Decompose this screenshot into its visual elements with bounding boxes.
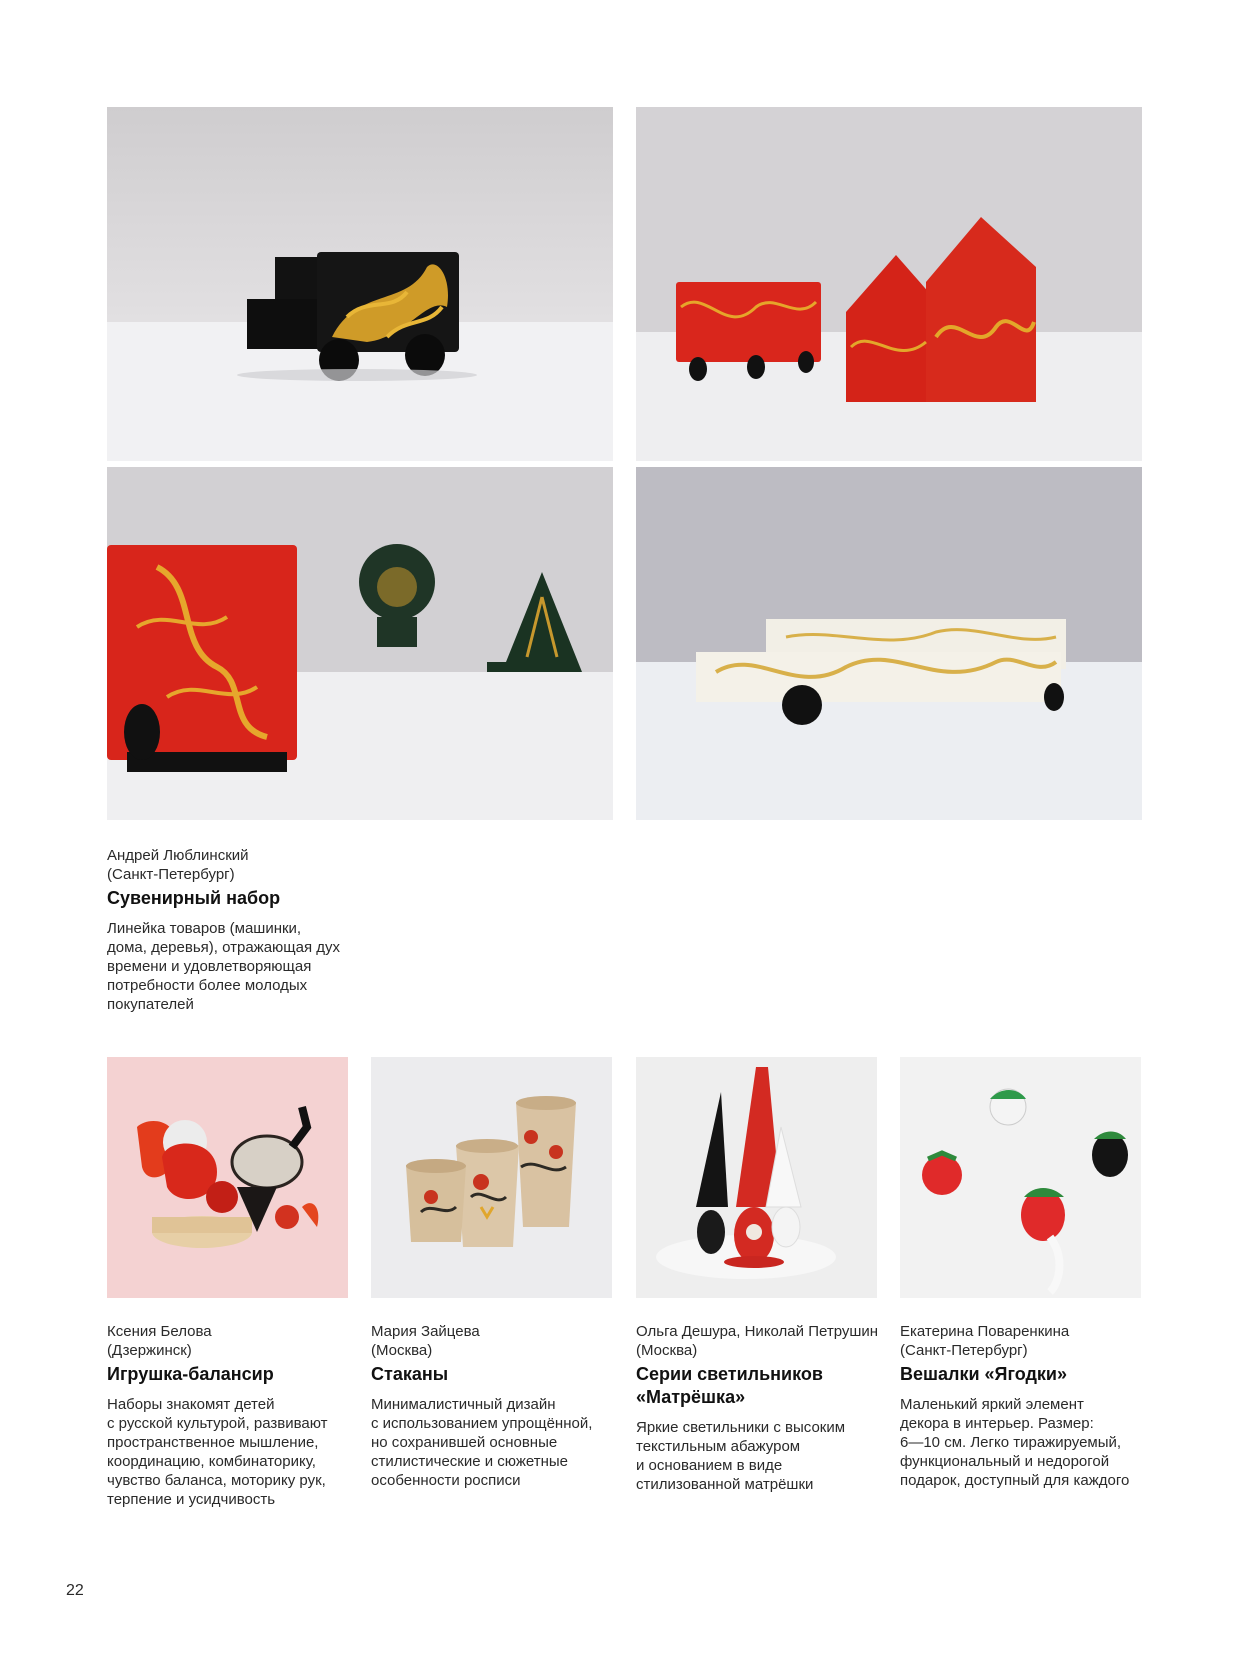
product-description: Минималистичный дизайн с использованием упрощённой, но сохранившей основные стилистические и сюжетные особенности росписи bbox=[371, 1396, 593, 1489]
product-description: Линейка товаров (машинки, дома, деревья), отражающая дух времени и удовлетворяющая потребности более молодых покупателей bbox=[107, 920, 341, 1013]
item-caption-3 bbox=[636, 1322, 891, 1494]
photo-berry-hangers bbox=[900, 1057, 1141, 1298]
photo-red-truck-and-trees bbox=[107, 467, 613, 820]
photo-cups bbox=[371, 1057, 612, 1298]
product-title: Серии светильников «Матрёшка» bbox=[636, 1364, 823, 1407]
photo-matryoshka-lamps bbox=[636, 1057, 877, 1298]
item-caption-1 bbox=[107, 1322, 357, 1509]
author: Андрей Люблинский (Санкт-Петербург) bbox=[107, 847, 249, 883]
product-title: Вешалки «Ягодки» bbox=[900, 1364, 1068, 1384]
product-description: Маленький яркий элемент декора в интерьер. Размер: 6—10 см. Легко тиражируемый, функциональный и недорогой подарок, доступный для каждого bbox=[900, 1396, 1130, 1489]
page-number: 22 bbox=[66, 1582, 84, 1599]
photo-black-truck bbox=[107, 107, 613, 461]
product-title: Игрушка-балансир bbox=[107, 1364, 274, 1384]
photo-white-limousine bbox=[636, 467, 1142, 820]
product-title: Сувенирный набор bbox=[107, 888, 281, 908]
author: Ольга Дешура, Николай Петрушин (Москва) bbox=[636, 1323, 879, 1359]
featured-caption bbox=[107, 846, 407, 1014]
author: Мария Зайцева (Москва) bbox=[371, 1323, 480, 1359]
author: Екатерина Поваренкина (Санкт-Петербург) bbox=[900, 1323, 1070, 1359]
item-caption-2 bbox=[371, 1322, 621, 1490]
photo-red-bus-and-houses bbox=[636, 107, 1142, 461]
product-description: Наборы знакомят детей с русской культурой, развивают пространственное мышление, координацию, комбинаторику, чувство баланса, моторику рук, терпение и усидчивость bbox=[107, 1396, 328, 1508]
author: Ксения Белова (Дзержинск) bbox=[107, 1323, 212, 1359]
product-description: Яркие светильники с высоким текстильным абажуром и основанием в виде стилизованной матрёшки bbox=[636, 1419, 846, 1493]
product-title: Стаканы bbox=[371, 1364, 449, 1384]
item-caption-4 bbox=[900, 1322, 1150, 1490]
photo-balance-toy bbox=[107, 1057, 348, 1298]
